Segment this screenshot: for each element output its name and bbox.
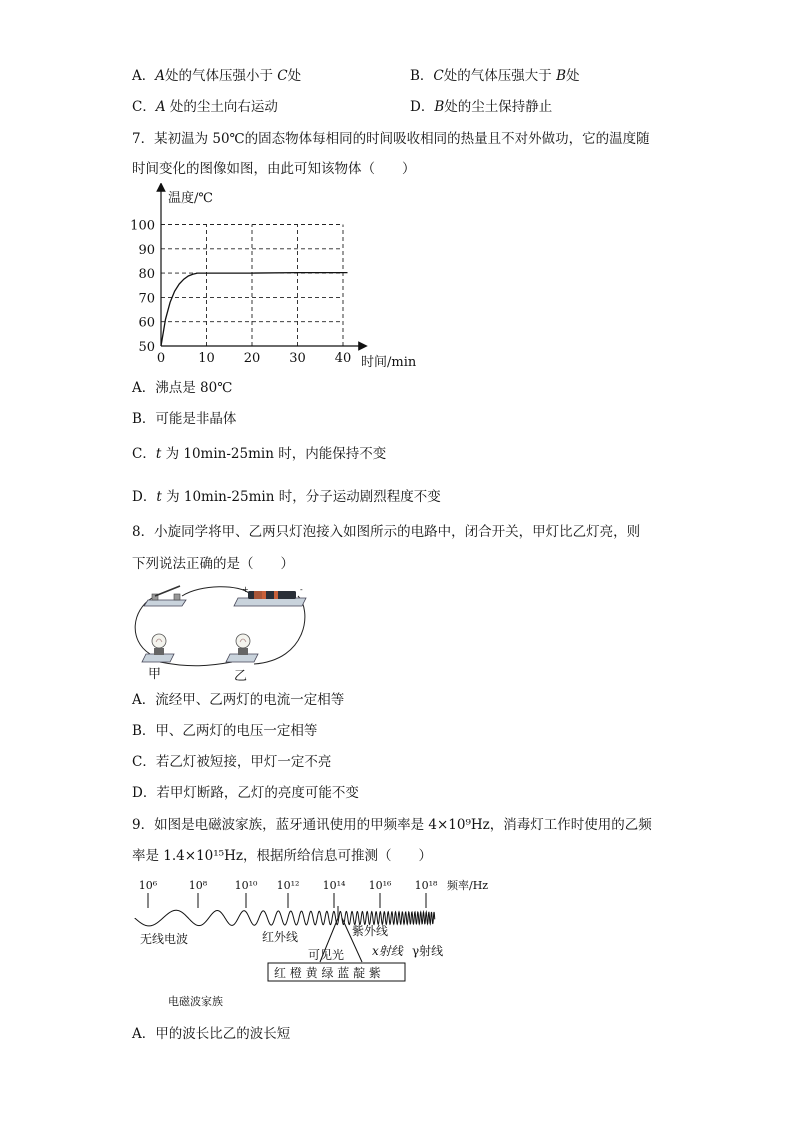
q8-stem-line1: 8．小旋同学将甲、乙两只灯泡接入如图所示的电路中，闭合开关，甲灯比乙灯亮，则: [132, 524, 641, 540]
q9-stem-line2: 率是 1.4×10¹⁵Hz，根据所给信息可推测（ ）: [132, 848, 432, 864]
q7-stem-line2: 时间变化的图像如图，由此可知该物体（ ）: [132, 161, 416, 177]
battery-minus-label: -: [300, 585, 303, 594]
x-tick-label: 30: [289, 351, 306, 366]
x-tick-label: 0: [156, 351, 166, 366]
visible-light-label: 可见光: [308, 948, 345, 962]
radio-wave-label: 无线电波: [140, 932, 189, 946]
em-wave: [135, 910, 435, 926]
q7-option-b[interactable]: B．可能是非晶体: [132, 411, 237, 427]
frequency-tick-label: 10⁸: [188, 879, 208, 892]
frequency-tick-label: 10¹⁰: [234, 879, 258, 892]
y-tick-label: 80: [138, 267, 155, 283]
frequency-tick-label: 10¹⁸: [414, 879, 438, 892]
y-tick-label: 70: [138, 291, 155, 307]
circuit-wire: [135, 598, 152, 654]
y-tick-label: 90: [138, 242, 155, 258]
q6-option-c[interactable]: C．A 处的尘土向右运动: [132, 99, 278, 115]
x-axis-label: 时间/min: [361, 355, 417, 370]
battery-plus-label: +: [242, 585, 249, 594]
y-tick-label: 60: [138, 315, 155, 331]
infrared-label: 红外线: [262, 930, 299, 944]
frequency-unit-label: 频率/Hz: [447, 879, 489, 892]
frequency-tick-label: 10¹⁶: [368, 879, 392, 892]
q7-option-c[interactable]: C．t 为 10min-25min 时，内能保持不变: [132, 446, 387, 462]
circuit-wire: [160, 662, 232, 666]
switch-icon: [144, 586, 186, 606]
y-tick-label: 50: [138, 340, 155, 355]
battery-icon: [234, 585, 306, 606]
q7-option-a[interactable]: A．沸点是 80℃: [132, 380, 233, 396]
ultraviolet-label: 紫外线: [352, 924, 389, 938]
y-axis-label: 温度/℃: [168, 191, 213, 206]
temperature-curve: [161, 273, 348, 346]
frequency-tick-label: 10¹²: [276, 879, 300, 892]
xray-label: x射线: [372, 944, 403, 958]
lamp-yi-label: 乙: [234, 669, 248, 682]
gamma-label: γ射线: [412, 944, 444, 958]
q8-option-b[interactable]: B．甲、乙两灯的电压一定相等: [132, 723, 318, 739]
frequency-tick-label: 10¹⁴: [322, 879, 346, 892]
q8-option-c[interactable]: C．若乙灯被短接，甲灯一定不亮: [132, 754, 332, 770]
q8-option-a[interactable]: A．流经甲、乙两灯的电流一定相等: [132, 692, 345, 708]
q8-option-d[interactable]: D．若甲灯断路，乙灯的亮度可能不变: [132, 785, 359, 801]
temperature-time-chart: [125, 183, 425, 373]
q9-option-a[interactable]: A．甲的波长比乙的波长短: [132, 1026, 291, 1042]
q8-stem-line2: 下列说法正确的是（ ）: [132, 556, 294, 572]
lamp-yi-icon: [226, 634, 258, 662]
q6-option-b[interactable]: B．C处的气体压强大于 B处: [410, 68, 580, 84]
q6-option-a[interactable]: A．A处的气体压强小于 C处: [132, 68, 302, 84]
q6-option-d[interactable]: D．B处的尘土保持静止: [410, 99, 553, 115]
q7-option-d[interactable]: D．t 为 10min-25min 时，分子运动剧烈程度不变: [132, 489, 441, 505]
electromagnetic-spectrum-diagram: [130, 872, 510, 1012]
lamp-jia-icon: [142, 634, 174, 662]
x-tick-label: 20: [243, 351, 261, 366]
q9-stem-line1: 9．如图是电磁波家族，蓝牙通讯使用的甲频率是 4×10⁹Hz，消毒灯工作时使用的乙频: [132, 817, 652, 833]
frequency-tick-label: 10⁶: [138, 879, 158, 892]
circuit-diagram: [130, 580, 320, 682]
y-tick-label: 100: [130, 218, 155, 234]
q7-stem-line1: 7．某初温为 50℃的固态物体每相同的时间吸收相同的热量且不对外做功，它的温度随: [132, 131, 650, 147]
lamp-jia-label: 甲: [148, 667, 162, 682]
x-tick-label: 40: [334, 351, 352, 366]
x-tick-label: 10: [198, 351, 215, 366]
chart-gridlines: [161, 225, 343, 347]
circuit-wire: [182, 587, 250, 596]
visible-colors-text: 红 橙 黄 绿 蓝 靛 紫: [274, 966, 381, 980]
figure-caption: 电磁波家族: [168, 995, 223, 1008]
